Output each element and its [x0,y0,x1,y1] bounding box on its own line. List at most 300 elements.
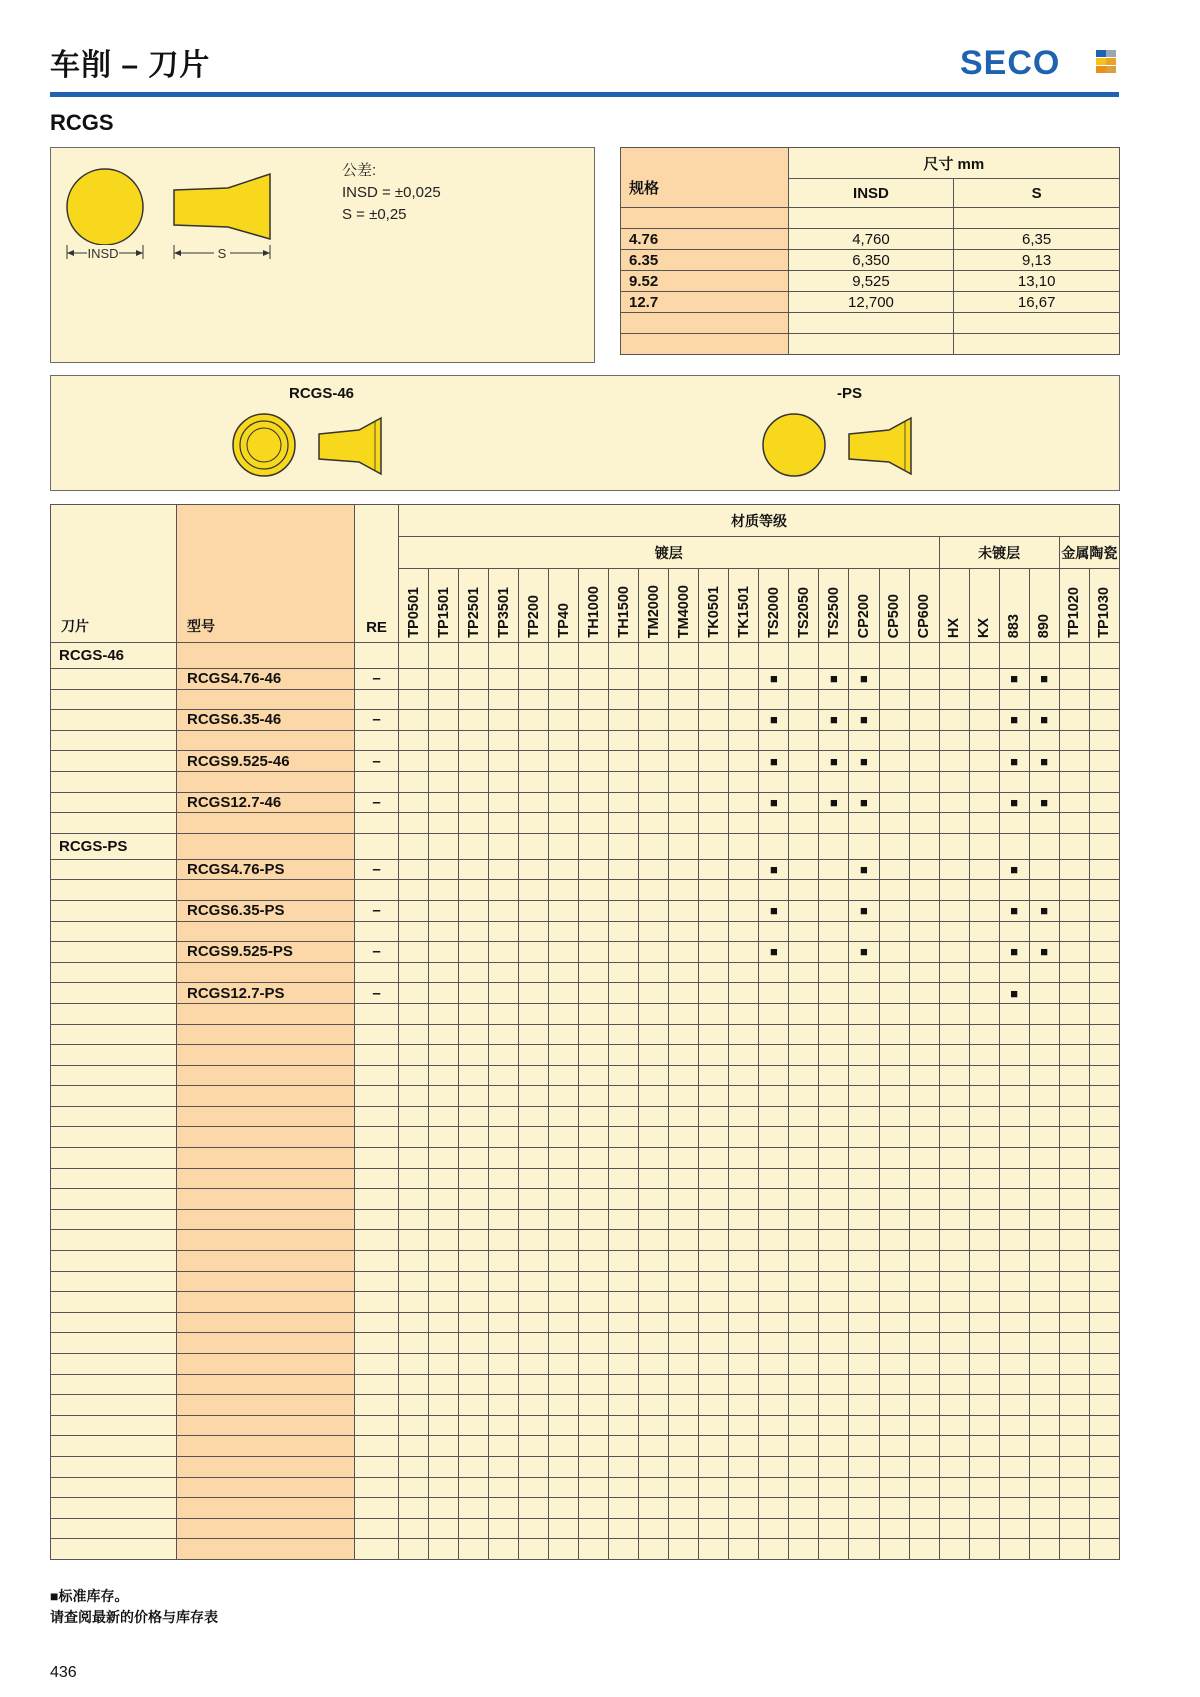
insert-cell [51,1456,177,1477]
insert-cell [51,1395,177,1416]
grade-cell [579,1374,609,1395]
insert-cell [51,1168,177,1189]
grade-cell [939,1333,969,1354]
model-cell [177,1230,355,1251]
grade-cell [759,1086,789,1107]
grade-cell [579,1333,609,1354]
grade-cell [609,1086,639,1107]
grade-cell [879,689,909,710]
grade-cell [489,689,519,710]
grade-cell [579,1518,609,1539]
model-code: RCGS6.35-PS [177,900,355,921]
grade-cell [819,1312,849,1333]
grade-cell [579,1024,609,1045]
insert-cell [51,751,177,772]
grade-cell [849,730,879,751]
table-row [51,1415,1120,1436]
model-cell [177,1209,355,1230]
grade-cell [579,730,609,751]
grade-cell [729,1189,759,1210]
grade-cell [1059,921,1089,942]
grade-cell [429,710,459,731]
grade-cell [639,1477,669,1498]
grade-cell [729,643,759,669]
grade-cell [849,1127,879,1148]
insert-cell [51,1003,177,1024]
insert-cell [51,1415,177,1436]
grade-cell [1059,710,1089,731]
grade-cell [639,669,669,690]
grade-cell [849,1251,879,1272]
grade-cell [939,880,969,901]
grade-cell [729,1065,759,1086]
grade-cell [939,1251,969,1272]
grade-cell [879,1477,909,1498]
grade-cell [699,1354,729,1375]
grade-cell [729,1251,759,1272]
grade-cell [579,792,609,813]
grade-cell [729,983,759,1004]
grade-cell [969,1395,999,1416]
grade-cell [969,689,999,710]
grade-cell [579,1209,609,1230]
grade-cell [759,1395,789,1416]
grade-cell [429,983,459,1004]
grade-cell [819,1354,849,1375]
grade-label: TH1500 [615,586,632,638]
grade-cell [489,1292,519,1313]
grade-cell [939,1189,969,1210]
grade-cell [459,1333,489,1354]
grade-cell [819,1148,849,1169]
grade-cell [849,813,879,834]
grade-cell [819,1456,849,1477]
grade-cell [1089,751,1119,772]
grade-label: TP0501 [405,587,422,638]
grade-cell [1089,1354,1119,1375]
grade-header [699,569,729,643]
grade-cell [939,730,969,751]
grade-cell [699,710,729,731]
re-cell [355,1374,399,1395]
grade-cell [999,962,1029,983]
grade-cell [549,1456,579,1477]
grade-cell [759,1333,789,1354]
grade-label: HX [946,617,963,638]
grade-cell [609,1539,639,1560]
grade-cell [849,1209,879,1230]
grade-cell [1029,859,1059,880]
table-row [51,1127,1120,1148]
grade-cell [819,859,849,880]
grade-cell [1089,1189,1119,1210]
grade-cell [789,1271,819,1292]
grade-cell [699,771,729,792]
grade-cell [729,1539,759,1560]
grade-cell [1059,833,1089,859]
table-row [51,1251,1120,1272]
grade-cell [489,1148,519,1169]
grade-cell [549,833,579,859]
grade-cell [879,1230,909,1251]
table-row [51,1189,1120,1210]
grade-cell [1029,983,1059,1004]
grade-cell [669,1436,699,1457]
table-row [51,689,1120,710]
grade-cell [489,813,519,834]
grade-cell [819,1209,849,1230]
grade-cell [1029,689,1059,710]
grade-cell [489,710,519,731]
grade-cell [429,813,459,834]
grade-cell [939,771,969,792]
grade-cell [1059,1251,1089,1272]
grade-header [669,569,699,643]
grade-cell [429,1292,459,1313]
grade-cell [429,730,459,751]
re-cell [355,1024,399,1045]
grade-cell [879,1148,909,1169]
grade-cell [819,1189,849,1210]
grade-cell [639,1003,669,1024]
grade-cell [1059,689,1089,710]
grade-cell [1089,1312,1119,1333]
grade-cell [909,1354,939,1375]
grade-cell [549,1333,579,1354]
grade-cell [519,1518,549,1539]
grade-cell [939,710,969,731]
grade-cell [579,771,609,792]
grade-cell [819,1168,849,1189]
re-cell [355,1209,399,1230]
grade-cell [489,1498,519,1519]
grade-label: TP3501 [495,587,512,638]
grade-cell [579,689,609,710]
grade-cell [759,1251,789,1272]
re-header: RE [355,505,399,643]
grade-header [819,569,849,643]
grade-cell [429,1436,459,1457]
grade-cell [1089,1436,1119,1457]
grade-cell [699,730,729,751]
grade-cell [669,942,699,963]
grade-cell [909,1271,939,1292]
grade-cell [969,1271,999,1292]
grade-cell [519,983,549,1004]
tolerance-text [342,160,441,226]
grade-cell [939,792,969,813]
re-cell [355,1086,399,1107]
grade-cell [909,1456,939,1477]
grade-cell [699,1374,729,1395]
model-cell [177,1333,355,1354]
grade-cell [849,1065,879,1086]
grade-cell [639,1045,669,1066]
grade-cell [639,771,669,792]
grade-cell [1059,643,1089,669]
grade-cell [999,1518,1029,1539]
grade-cell [459,1292,489,1313]
grade-cell [549,643,579,669]
insert-cell [51,1271,177,1292]
grade-cell [519,1003,549,1024]
grade-cell [699,1498,729,1519]
grade-cell [879,1436,909,1457]
grade-cell [399,751,429,772]
insert-cell [51,813,177,834]
grade-cell [549,1086,579,1107]
grade-cell [909,942,939,963]
re-cell [355,1065,399,1086]
grade-cell [459,1456,489,1477]
table-row [51,1086,1120,1107]
grade-header [459,569,489,643]
grade-cell [939,1477,969,1498]
grade-cell [489,1251,519,1272]
grade-cell [519,1127,549,1148]
grade-cell [879,1312,909,1333]
grade-cell [699,689,729,710]
grade-cell [1059,792,1089,813]
grade-cell [699,983,729,1004]
grade-cell [969,1065,999,1086]
insert-cell [51,1148,177,1169]
dimension-header: 尺寸 mm [788,148,1119,179]
grade-cell [1059,1045,1089,1066]
model-cell [177,1312,355,1333]
grade-cell [399,1518,429,1539]
dimensions-table [620,147,1120,355]
grade-cell [819,730,849,751]
grade-cell [909,792,939,813]
grade-cell [669,771,699,792]
insert-cell [51,983,177,1004]
grade-cell [759,921,789,942]
insert-cell [51,880,177,901]
model-cell [177,1189,355,1210]
grades-table [50,504,1120,1560]
grade-cell [459,900,489,921]
grade-cell [789,1189,819,1210]
grade-cell [1089,1395,1119,1416]
grade-cell [669,1498,699,1519]
grade-cell [999,1395,1029,1416]
grade-cell [459,983,489,1004]
grade-cell [819,1251,849,1272]
grade-cell [789,1333,819,1354]
grade-cell [1089,983,1119,1004]
grade-cell [819,1086,849,1107]
table-row [51,1148,1120,1169]
grade-cell [939,1539,969,1560]
model-cell [177,1292,355,1313]
insert-cell [51,710,177,731]
grade-cell [669,643,699,669]
model-cell [177,1065,355,1086]
grade-cell [909,1189,939,1210]
stock-marker: ■ [759,751,789,772]
grade-cell [999,1189,1029,1210]
grade-cell [939,1312,969,1333]
stock-marker: ■ [999,751,1029,772]
grade-cell [999,689,1029,710]
model-code: RCGS4.76-46 [177,669,355,690]
stock-marker: ■ [1029,669,1059,690]
grade-cell [849,833,879,859]
grade-cell [729,1436,759,1457]
grade-cell [1059,1127,1089,1148]
grade-cell [699,1518,729,1539]
grade-cell [399,1271,429,1292]
grade-cell [609,962,639,983]
grade-cell [1029,1518,1059,1539]
grade-cell [969,859,999,880]
grade-cell [729,1292,759,1313]
grade-header [519,569,549,643]
grade-cell [429,1168,459,1189]
grade-cell [519,689,549,710]
grade-cell [489,771,519,792]
grade-cell [489,833,519,859]
grade-cell [459,880,489,901]
re-cell [355,1498,399,1519]
grade-cell [729,1354,759,1375]
uncoated-group-header: 未镀层 [939,537,1059,569]
grade-cell [999,1415,1029,1436]
grade-cell [639,1518,669,1539]
table-row [51,833,1120,859]
grade-cell [999,1024,1029,1045]
grade-cell [609,1251,639,1272]
grade-cell [729,859,759,880]
grade-cell [819,1292,849,1313]
grade-label: 890 [1036,613,1053,638]
grade-cell [939,1518,969,1539]
grade-cell [1029,1024,1059,1045]
grade-cell [549,1292,579,1313]
grade-cell [849,1498,879,1519]
grade-cell [909,1395,939,1416]
grade-cell [699,942,729,963]
grade-cell [609,751,639,772]
grade-cell [519,710,549,731]
grade-cell [939,689,969,710]
grade-cell [699,1312,729,1333]
grade-cell [549,1436,579,1457]
grade-cell [579,1271,609,1292]
grade-cell [639,833,669,859]
grade-cell [1089,1209,1119,1230]
grade-cell [429,1354,459,1375]
grade-cell [639,983,669,1004]
grade-cell [429,1312,459,1333]
grade-cell [609,859,639,880]
grade-cell [789,1086,819,1107]
grade-cell [1029,1065,1059,1086]
table-row [51,1374,1120,1395]
grade-cell [789,1456,819,1477]
grade-cell [519,942,549,963]
grade-cell [459,1477,489,1498]
grade-cell [1089,792,1119,813]
re-cell: – [355,792,399,813]
grade-cell [1029,1251,1059,1272]
grade-cell [939,962,969,983]
product-code: RCGS [50,110,114,135]
grade-cell [579,1148,609,1169]
grade-cell [399,1065,429,1086]
tolerance-heading: 公差: [342,162,377,179]
grade-cell [819,1024,849,1045]
table-row [51,1230,1120,1251]
grade-cell [429,1374,459,1395]
grade-cell [639,1312,669,1333]
grade-cell [519,1312,549,1333]
grade-cell [459,710,489,731]
grade-cell [519,1086,549,1107]
grade-cell [879,1292,909,1313]
grade-cell [429,1086,459,1107]
grade-cell [1089,1106,1119,1127]
grade-cell [1089,1065,1119,1086]
grade-cell [759,1003,789,1024]
grade-cell [459,1415,489,1436]
stock-marker: ■ [999,710,1029,731]
grade-cell [879,643,909,669]
grade-cell [489,1354,519,1375]
grade-label: 883 [1006,613,1023,638]
grade-cell [759,1415,789,1436]
re-cell [355,730,399,751]
model-cell [177,1003,355,1024]
grade-cell [759,1312,789,1333]
grade-cell [699,1209,729,1230]
grade-cell [459,751,489,772]
grade-cell [489,859,519,880]
re-cell [355,1395,399,1416]
grade-cell [699,880,729,901]
grade-cell [399,1045,429,1066]
grade-cell [729,689,759,710]
grade-cell [969,921,999,942]
insert-cell [51,859,177,880]
grade-cell [549,983,579,1004]
table-row [51,921,1120,942]
grade-cell [459,1065,489,1086]
stock-marker: ■ [999,859,1029,880]
grade-cell [879,1333,909,1354]
grade-cell [669,669,699,690]
grade-cell [789,1148,819,1169]
grade-cell [1089,880,1119,901]
grade-cell [819,1374,849,1395]
grade-cell [789,751,819,772]
grade-cell [609,1333,639,1354]
grade-cell [759,1374,789,1395]
grade-cell [849,983,879,1004]
grade-cell [759,1456,789,1477]
stock-marker: ■ [819,792,849,813]
model-code: RCGS4.76-PS [177,859,355,880]
grade-cell [1059,1024,1089,1045]
grade-cell [969,1003,999,1024]
grade-cell [639,1498,669,1519]
grade-cell [879,1127,909,1148]
grade-cell [399,1106,429,1127]
grade-cell [1029,1086,1059,1107]
grade-cell [909,730,939,751]
table-row [51,1436,1120,1457]
